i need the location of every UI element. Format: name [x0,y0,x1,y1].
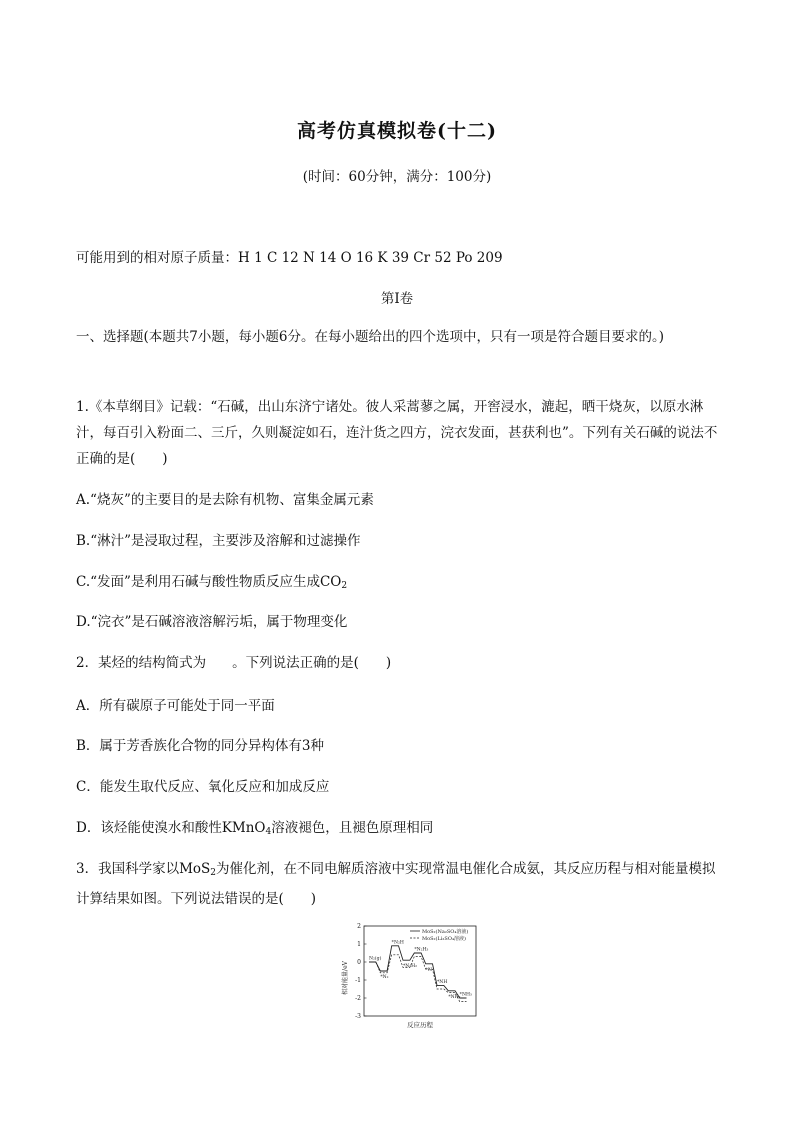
stem-text: 2．某烃的结构简式为 [76,655,207,671]
stem-text: 3．我国科学家以MoS [76,861,211,877]
species-label: *N [425,967,432,973]
subscript: 2 [341,581,348,591]
atomic-masses: 可能用到的相对原子质量：H 1 C 12 N 14 O 16 K 39 Cr 52 Po 209 [76,250,503,266]
species-label: *N₂H₃ [414,947,429,953]
species-label: *NH₂ [448,994,461,1000]
y-tick-label: 0 [357,959,361,966]
y-tick-label: 1 [357,941,361,948]
question-2-option-c: C．能发生取代反应、氧化反应和加成反应 [76,779,330,795]
question-1-option-a: A.“烧灰”的主要目的是去除有机物、富集金属元素 [76,492,374,508]
question-1-option-c [76,573,720,595]
energy-profile-figure [340,922,482,1030]
y-tick-label: -2 [355,995,361,1002]
question-3-stem [76,856,720,912]
subscript: 4 [265,827,272,837]
species-label: N₂(g) [369,956,382,962]
y-axis-label: 相对能量/eV [342,961,349,995]
option-text: C.“发面”是利用石碱与酸性物质反应生成CO [76,574,342,590]
series-line-1 [369,946,467,998]
question-2-option-d [76,819,720,841]
x-axis-label: 反应历程 [407,1021,433,1029]
question-2-stem [76,654,720,672]
y-tick-label: 2 [357,923,361,930]
question-2-option-b: B．属于芳香族化合物的同分异构体有3种 [76,738,325,754]
energy-chart [340,922,482,1030]
page-title: 高考仿真模拟卷(十二) [297,120,497,142]
volume-heading: 第Ⅰ卷 [380,291,414,307]
species-label: *N₂ [380,975,389,980]
section-heading: 一、选择题(本题共7小题，每小题6分。在每小题给出的四个选项中，只有一项是符合题目要求的。) [76,329,664,345]
option-text: D．该烃能使溴水和酸性KMnO [76,820,266,836]
exam-meta: (时间：60分钟，满分：100分) [302,169,492,185]
species-label: *N₂H₂ [403,964,418,970]
species-label: *NH [437,979,448,985]
legend-label: MoS₂(Na₂SO₄溶液) [422,929,469,935]
question-1-option-d: D.“浣衣”是石碱溶液溶解污垢，属于物理变化 [76,614,348,630]
question-1-stem: 1.《本草纲目》记载：“石碱，出山东济宁诸处。彼人采蒿蓼之属，开窖浸水，漉起，晒干烧灰，以原水淋汁，每百引入粉面二、三斤，久则凝淀如石，连汁货之四方，浣衣发面，甚获利也”。下列有关石碱的说法不正确的是( ) [76,399,718,467]
option-text: 溶液褪色，且褪色原理相同 [271,820,434,836]
species-label: *N₂H [391,940,404,946]
stem-text: 为催化剂，在不同电解质溶液中实现常温电催化合成氨，其反应历程与相对能量模拟计算结果如图。下列说法错误的是( ) [76,861,716,907]
y-tick-label: -3 [355,1013,361,1020]
stem-text: 。下列说法正确的是( ) [232,655,392,671]
question-2-option-a: A．所有碳原子可能处于同一平面 [76,698,275,714]
y-tick-label: -1 [355,977,361,984]
legend-label: MoS₂(Li₂SO₄溶液) [422,936,466,942]
subscript: 2 [210,868,217,878]
species-label: *NH₃ [459,992,472,998]
question-1-option-b: B.“淋汁”是浸取过程，主要涉及溶解和过滤操作 [76,533,361,549]
